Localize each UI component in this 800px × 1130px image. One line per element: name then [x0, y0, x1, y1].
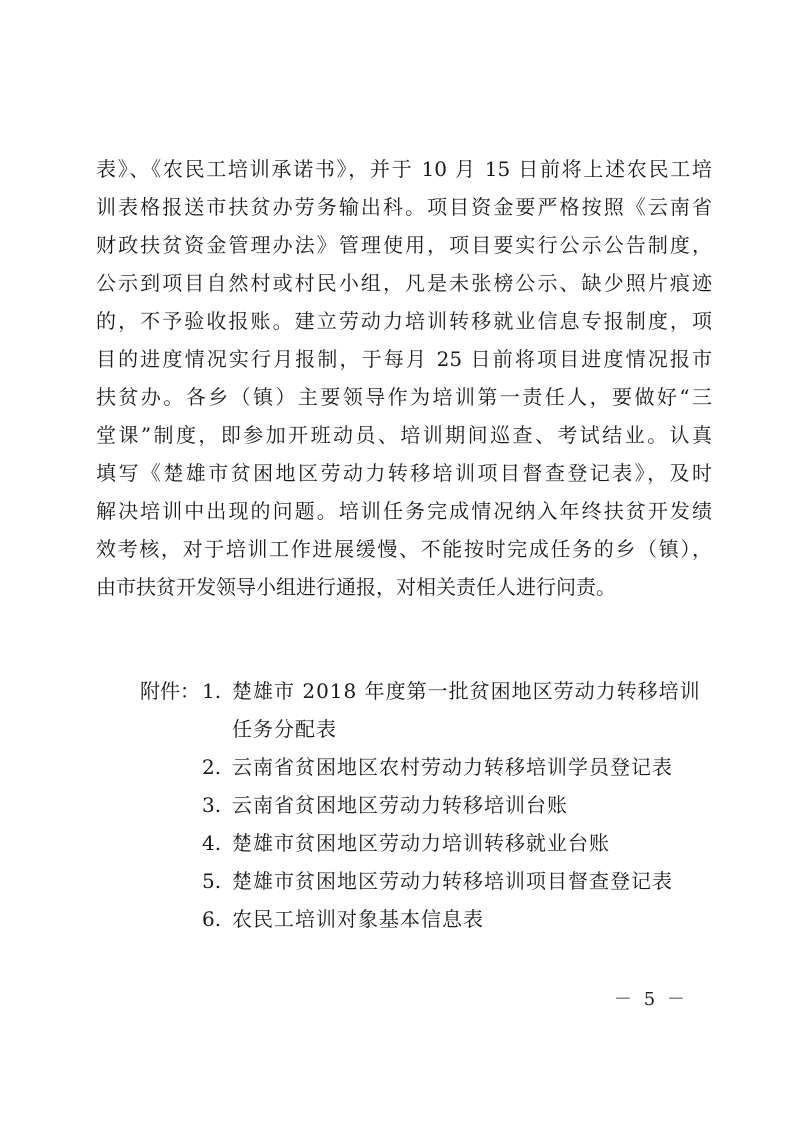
attachment-title: 任务分配表: [232, 717, 337, 741]
paragraph-line: 填写《楚雄市贫困地区劳动力转移培训项目督查登记表》，及时: [96, 461, 712, 485]
paragraph-line: 解决培训中出现的问题。培训任务完成情况纳入年终扶贫开发绩: [96, 499, 712, 523]
attachment-number: 4.: [202, 831, 222, 855]
paragraph-line: 堂课”制度，即参加开班动员、培训期间巡查、考试结业。认真: [96, 423, 712, 447]
paragraph-line: 训表格报送市扶贫办劳务输出科。项目资金要严格按照《云南省: [96, 195, 712, 219]
paragraph-line: 扶贫办。各乡（镇）主要领导作为培训第一责任人，要做好“三: [96, 385, 712, 409]
body-paragraph: [96, 150, 712, 606]
attachment-title: 楚雄市 2018 年度第一批贫困地区劳动力转移培训: [232, 679, 701, 703]
attachment-title: 楚雄市贫困地区劳动力培训转移就业台账: [232, 831, 610, 855]
attachment-number: 5.: [202, 869, 222, 893]
attachments-label: 附件：: [140, 679, 200, 703]
paragraph-line: 效考核，对于培训工作进展缓慢、不能按时完成任务的乡（镇），: [96, 537, 712, 561]
attachment-item: [140, 862, 740, 900]
attachment-item: [140, 786, 740, 824]
attachment-number: 6.: [202, 907, 222, 931]
attachment-title: 云南省贫困地区农村劳动力转移培训学员登记表: [232, 755, 673, 779]
attachment-title: 楚雄市贫困地区劳动力转移培训项目督查登记表: [232, 869, 673, 893]
attachment-item: [140, 900, 740, 938]
attachment-number: 3.: [202, 793, 222, 817]
attachment-title: 云南省贫困地区劳动力转移培训台账: [232, 793, 568, 817]
attachments-list: [140, 672, 740, 938]
attachment-title: 农民工培训对象基本信息表: [232, 907, 484, 931]
attachment-item: [140, 672, 740, 710]
paragraph-line: 公示到项目自然村或村民小组，凡是未张榜公示、缺少照片痕迹: [96, 271, 712, 295]
paragraph-line: 表》、《农民工培训承诺书》，并于 10 月 15 日前将上述农民工培: [96, 157, 712, 181]
attachment-number: 2.: [202, 755, 222, 779]
attachment-item: [140, 824, 740, 862]
attachment-item-continuation: [140, 710, 740, 748]
paragraph-line: 由市扶贫开发领导小组进行通报，对相关责任人进行问责。: [96, 575, 616, 599]
attachment-number: 1.: [202, 679, 222, 703]
attachment-item: [140, 748, 740, 786]
paragraph-line: 目的进度情况实行月报制，于每月 25 日前将项目进度情况报市: [96, 347, 712, 371]
paragraph-line: 的，不予验收报账。建立劳动力培训转移就业信息专报制度，项: [96, 309, 712, 333]
page-number: － 5 －: [614, 989, 688, 1010]
paragraph-line: 财政扶贫资金管理办法》管理使用，项目要实行公示公告制度，: [96, 233, 712, 257]
